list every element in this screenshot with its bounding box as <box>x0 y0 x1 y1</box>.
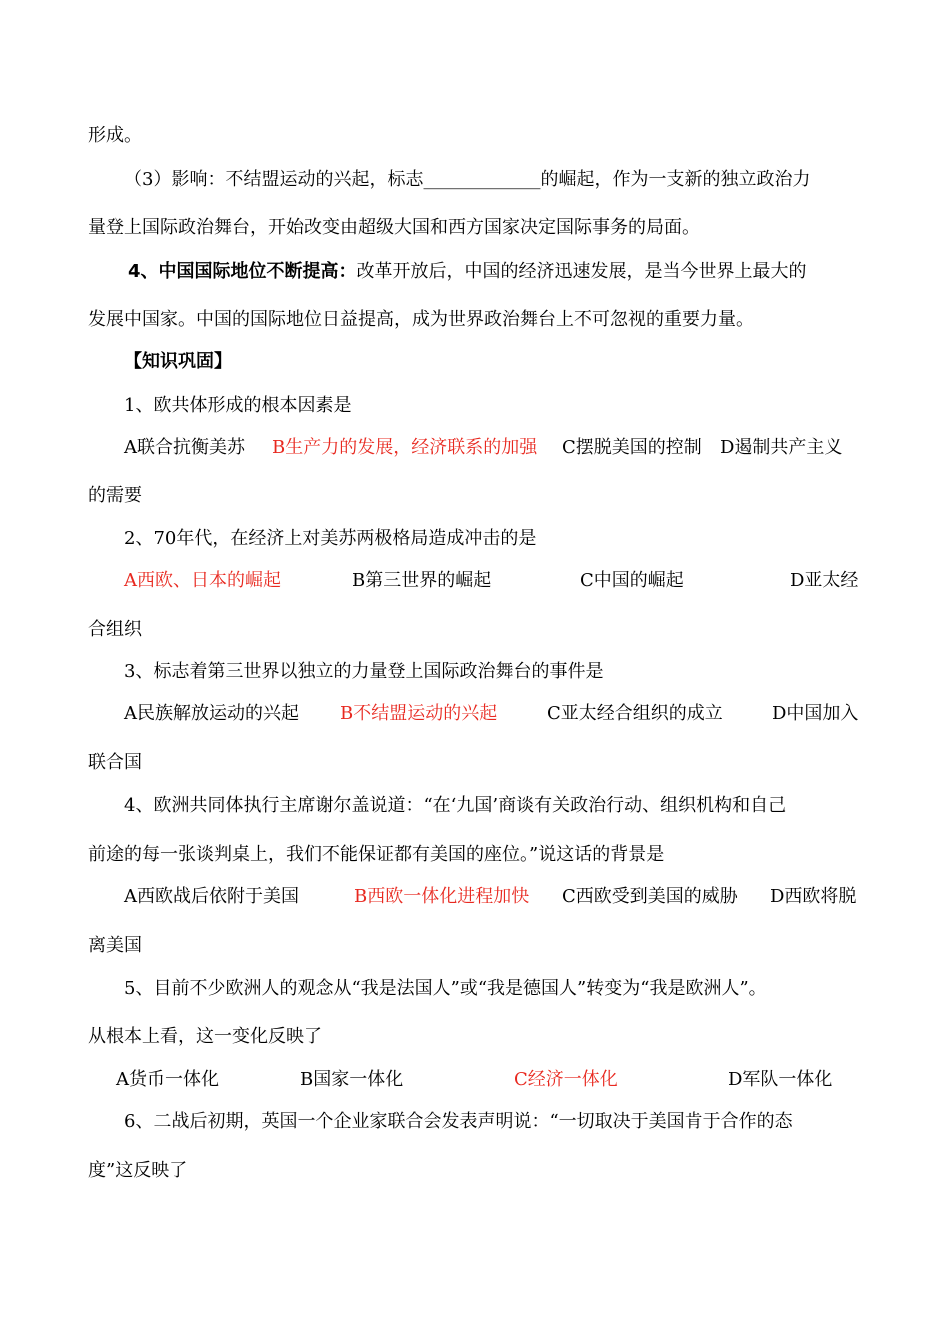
question-stem: 3、标志着第三世界以独立的力量登上国际政治舞台的事件是 <box>124 661 604 682</box>
question-stem: 2、70年代，在经济上对美苏两极格局造成冲击的是 <box>124 528 537 549</box>
option-a: A民族解放运动的兴起 <box>124 703 299 724</box>
paragraph-text: 改革开放后，中国的经济迅速发展，是当今世界上最大的 <box>356 261 807 282</box>
question-stem: 从根本上看，这一变化反映了 <box>88 1026 322 1047</box>
question-stem: 5、目前不少欧洲人的观念从“我是法国人”或“我是德国人”转变为“我是欧洲人”。 <box>124 978 767 999</box>
option-a-answer: A西欧、日本的崛起 <box>124 570 281 591</box>
option-b-answer: B西欧一体化进程加快 <box>354 886 530 907</box>
paragraph-text: 的崛起，作为一支新的独立政治力 <box>540 169 811 190</box>
option-c: C中国的崛起 <box>580 570 684 591</box>
question-stem: 6、二战后初期，英国一个企业家联合会发表声明说：“一切取决于美国肯于合作的态 <box>124 1111 793 1132</box>
paragraph-text: （3）影响：不结盟运动的兴起，标志 <box>124 169 424 190</box>
option-b-answer: B生产力的发展，经济联系的加强 <box>272 437 538 458</box>
paragraph-text: 发展中国家。中国的国际地位日益提高，成为世界政治舞台上不可忽视的重要力量。 <box>88 309 754 330</box>
option-b: B国家一体化 <box>300 1069 404 1090</box>
option-c: C亚太经合组织的成立 <box>547 703 723 724</box>
option-b-answer: B不结盟运动的兴起 <box>340 703 498 724</box>
question-stem: 1、欧共体形成的根本因素是 <box>124 395 352 416</box>
option-wrap: 合组织 <box>88 619 142 640</box>
question-stem: 前途的每一张谈判桌上，我们不能保证都有美国的座位。”说这话的背景是 <box>88 844 665 865</box>
question-stem: 4、欧洲共同体执行主席谢尔盖说道：“在‘九国’商谈有关政治行动、组织机构和自己 <box>124 795 787 816</box>
option-a: A西欧战后依附于美国 <box>124 886 299 907</box>
option-b: B第三世界的崛起 <box>352 570 492 591</box>
section-title: 【知识巩固】 <box>124 351 232 372</box>
option-c-answer: C经济一体化 <box>514 1069 618 1090</box>
option-wrap: 离美国 <box>88 935 142 956</box>
option-d: D亚太经 <box>790 570 859 591</box>
option-d: D军队一体化 <box>728 1069 833 1090</box>
paragraph-impact <box>124 168 810 192</box>
option-d: D中国加入 <box>772 703 859 724</box>
paragraph-heading: 4、中国国际地位不断提高： <box>128 261 357 282</box>
paragraph-text: 形成。 <box>88 125 142 146</box>
option-a: A联合抗衡美苏 <box>124 437 245 458</box>
option-wrap: 的需要 <box>88 485 142 506</box>
question-stem: 度”这反映了 <box>88 1160 188 1181</box>
fill-blank: _____________ <box>423 169 541 190</box>
option-c: C西欧受到美国的威胁 <box>562 886 738 907</box>
option-wrap: 联合国 <box>88 752 142 773</box>
option-d: D西欧将脱 <box>770 886 857 907</box>
option-a: A货币一体化 <box>116 1069 219 1090</box>
option-d: D遏制共产主义 <box>720 437 843 458</box>
paragraph-china <box>128 260 807 284</box>
paragraph-text: 量登上国际政治舞台，开始改变由超级大国和西方国家决定国际事务的局面。 <box>88 217 700 238</box>
option-c: C摆脱美国的控制 <box>562 437 702 458</box>
